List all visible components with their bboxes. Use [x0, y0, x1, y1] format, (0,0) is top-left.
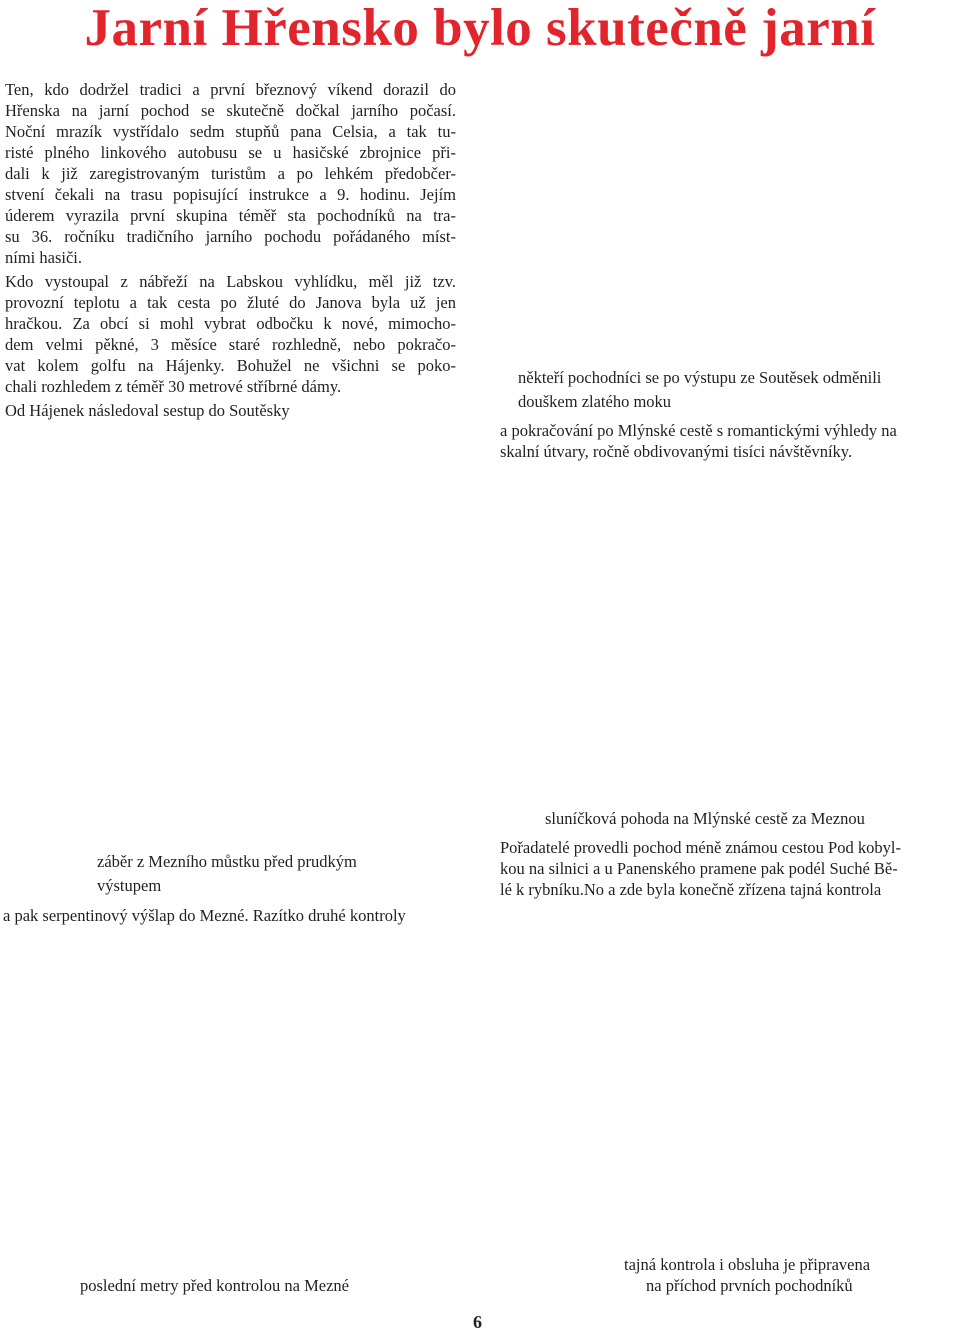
paragraph-line: provozní teplotu a tak cesta po žluté do Janova byla už jen [5, 293, 456, 312]
paragraph-line: stvení čekali na trasu popisující instrukce a 9. hodinu. Jejím [5, 185, 456, 204]
paragraph-line: dali k již zaregistrovaným turistům a po lehkém předobčer- [5, 164, 456, 183]
paragraph-line: a pokračování po Mlýnské cestě s romantickými výhledy na [500, 421, 897, 440]
page-number: 6 [473, 1312, 482, 1332]
paragraph-line: chali rozhledem z téměř 30 metrové stříbrné dámy. [5, 377, 342, 396]
paragraph-line: Ten, kdo dodržel tradici a první březnový víkend dorazil do [5, 80, 456, 99]
paragraph-line: su 36. ročníku tradičního jarního pochodu pořádaného míst- [5, 227, 456, 246]
paragraph-line: Od Hájenek následoval sestup do Soutěsky [5, 401, 290, 420]
paragraph-line: skalní útvary, ročně obdivovanými tisíci návštěvníky. [500, 442, 853, 461]
paragraph-line: kou na silnici a u Panenského pramene pak podél Suché Bě- [500, 859, 898, 878]
photo-caption: poslední metry před kontrolou na Mezné [80, 1276, 349, 1295]
paragraph-line: vat kolem golfu na Hájenky. Bohužel ne všichni se poko- [5, 356, 456, 375]
paragraph-line: a pak serpentinový výšlap do Mezné. Razítko druhé kontroly [3, 906, 406, 925]
photo-caption: sluníčková pohoda na Mlýnské cestě za Meznou [545, 809, 865, 828]
paragraph-line: lé k rybníku.No a zde byla konečně zřízena tajná kontrola [500, 880, 882, 899]
paragraph-line: Noční mrazík vystřídalo sedm stupňů pana Celsia, a tak tu- [5, 122, 456, 141]
paragraph-line: dem velmi pěkné, 3 měsíce staré rozhledně, nebo pokračo- [5, 335, 456, 354]
photo-caption: někteří pochodníci se po výstupu ze Soutěsek odměnili [518, 368, 882, 387]
photo-caption: záběr z Mezního můstku před prudkým [97, 852, 357, 871]
paragraph-line: úderem vyrazila první skupina téměř sta pochodníků na tra- [5, 206, 456, 225]
paragraph-line: hračkou. Za obcí si mohl vybrat odbočku k nové, mimocho- [5, 314, 456, 333]
photo-caption: douškem zlatého moku [518, 392, 672, 411]
paragraph-line: Pořadatelé provedli pochod méně známou cestou Pod kobyl- [500, 838, 901, 857]
photo-caption: tajná kontrola i obsluha je připravena [624, 1255, 871, 1274]
paragraph-line: ními hasiči. [5, 248, 82, 267]
photo-caption: na příchod prvních pochodníků [646, 1276, 853, 1295]
paragraph-line: Kdo vystoupal z nábřeží na Labskou vyhlídku, měl již tzv. [5, 272, 456, 291]
paragraph-line: Hřenska na jarní pochod se skutečně dočkal jarního počasí. [5, 101, 456, 120]
paragraph-line: risté plného linkového autobusu se u hasičské zbrojnice při- [5, 143, 456, 162]
article-title: Jarní Hřensko bylo skutečně jarní [84, 0, 876, 57]
photo-caption: výstupem [97, 876, 162, 895]
